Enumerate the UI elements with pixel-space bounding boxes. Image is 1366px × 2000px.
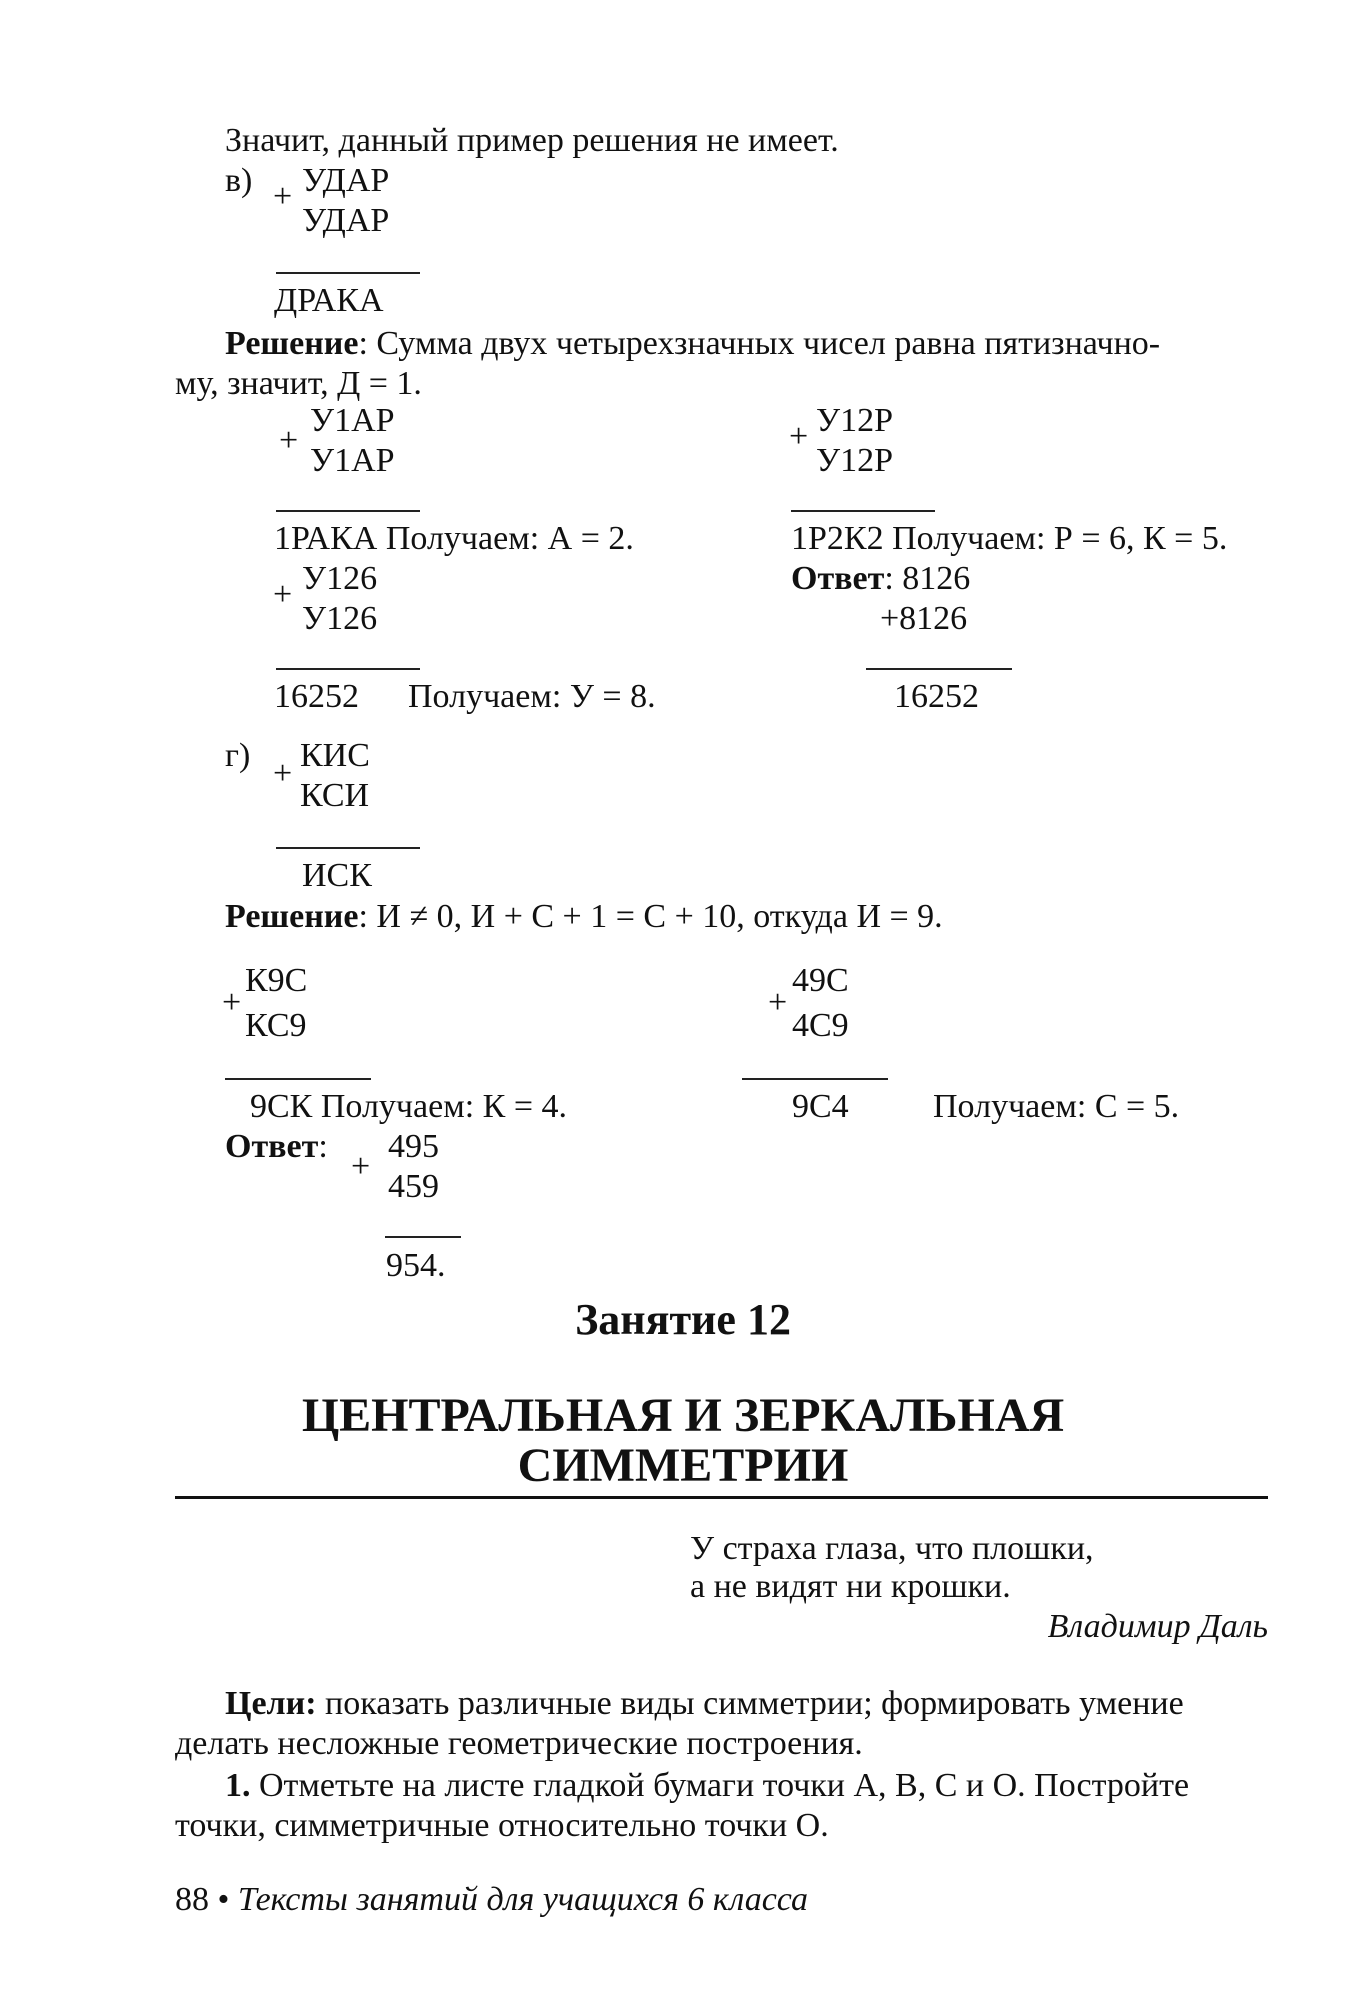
g-sum: ИСК	[302, 857, 372, 894]
plus-sign: +	[273, 755, 293, 792]
g-s1l-sum-line	[250, 1088, 567, 1126]
v-s2l-sum: 16252	[274, 678, 359, 715]
page-footer	[175, 1881, 808, 1919]
lesson-title-line-1: ЦЕНТРАЛЬНАЯ И ЗЕРКАЛЬНАЯ	[301, 1389, 1065, 1442]
epigraph-line-1: У страха глаза, что плошки,	[690, 1530, 1094, 1567]
answer-label: Ответ	[225, 1128, 319, 1165]
answer-label: Ответ	[791, 560, 885, 597]
g-answer-addend-1: 495	[388, 1128, 439, 1165]
running-title: Тексты занятий для учащихся 6 класса	[237, 1881, 809, 1918]
v-s2l-addend-2: У126	[302, 600, 378, 637]
g-answer-sum: 954.	[386, 1247, 446, 1284]
g-s1l-addend-1: К9С	[245, 962, 308, 999]
v-answer-sum: 16252	[894, 678, 979, 715]
g-addend-1: КИС	[300, 737, 370, 774]
result: Получаем: А = 2.	[385, 520, 634, 557]
sum: 1РАКА	[274, 520, 378, 557]
v-s1l-addend-1: У1АР	[310, 402, 395, 439]
g-s1r-result: Получаем: С = 5.	[933, 1088, 1180, 1125]
part-g-label: г)	[225, 737, 251, 774]
epigraph-line-2: а не видят ни крошки.	[690, 1568, 1011, 1605]
solution-label: Решение	[225, 898, 359, 935]
sum-rule	[385, 1236, 461, 1238]
v-solution-line-1	[225, 325, 1160, 363]
answer-colon: :	[884, 560, 894, 597]
v-solution-line-2: му, значит, Д = 1.	[175, 365, 422, 402]
v-addend-1: УДАР	[302, 162, 390, 199]
v-s1r-addend-2: У12Р	[816, 442, 893, 479]
plus-sign: +	[222, 984, 242, 1021]
goals-line-1	[225, 1685, 1184, 1723]
solution-text: : И ≠ 0, И + С + 1 = С + 10, откуда И = 9.	[358, 898, 943, 935]
lesson-title-line-2: СИММЕТРИИ	[517, 1439, 849, 1492]
title-rule	[175, 1496, 1268, 1499]
v-s1l-addend-2: У1АР	[310, 442, 395, 479]
v-answer-addend-2: +8126	[880, 600, 968, 637]
sum-rule	[276, 847, 420, 849]
sum-rule	[276, 668, 420, 670]
goals-label: Цели:	[225, 1685, 317, 1722]
v-addend-2: УДАР	[302, 202, 390, 239]
plus-sign: +	[768, 984, 788, 1021]
answer-addend-1: 8126	[902, 560, 971, 597]
footer-bullet: •	[217, 1881, 230, 1918]
solution-text: : Сумма двух четырехзначных чисел равна пятизначно-	[358, 325, 1161, 362]
v-sum: ДРАКА	[274, 282, 384, 319]
g-answer-addend-2: 459	[388, 1168, 439, 1205]
page-number: 88	[175, 1881, 209, 1918]
v-s1r-addend-1: У12Р	[816, 402, 893, 439]
sum: 9СК	[250, 1088, 313, 1125]
result: Получаем: К = 4.	[320, 1088, 568, 1125]
sum-rule	[791, 510, 935, 512]
g-answer-line	[225, 1128, 328, 1166]
part-v-label: в)	[225, 162, 253, 199]
sum-rule	[742, 1078, 888, 1080]
plus-sign: +	[273, 576, 293, 613]
task-1-line-1	[225, 1767, 1189, 1805]
g-solution-line	[225, 898, 943, 936]
sum-rule	[866, 668, 1012, 670]
lesson-number: Занятие 12	[575, 1295, 791, 1344]
sum-rule	[276, 510, 420, 512]
g-addend-2: КСИ	[300, 777, 370, 814]
intro-line: Значит, данный пример решения не имеет.	[225, 122, 839, 159]
sum: 1Р2К2	[791, 520, 884, 557]
epigraph-author: Владимир Даль	[1047, 1608, 1268, 1645]
sum-rule	[276, 272, 420, 274]
plus-sign: +	[351, 1148, 371, 1185]
g-s1r-addend-2: 4С9	[792, 1007, 849, 1044]
v-s1r-sum-line	[791, 520, 1227, 558]
g-s1l-addend-2: КС9	[245, 1007, 307, 1044]
g-s1r-sum: 9С4	[792, 1088, 849, 1125]
goals-line-2: делать несложные геометрические построения.	[175, 1725, 863, 1762]
answer-colon: :	[318, 1128, 328, 1165]
plus-sign: +	[273, 178, 293, 215]
goals-text: показать различные виды симметрии; формировать умение	[316, 1685, 1184, 1722]
v-s2l-result: Получаем: У = 8.	[408, 678, 656, 715]
result: Получаем: Р = 6, К = 5.	[892, 520, 1228, 557]
g-s1r-addend-1: 49С	[792, 962, 849, 999]
v-s2l-addend-1: У126	[302, 560, 378, 597]
v-s1l-sum-line	[274, 520, 634, 558]
task-1-line-2: точки, симметричные относительно точки О.	[175, 1807, 829, 1844]
plus-sign: +	[789, 418, 809, 455]
plus-sign: +	[279, 422, 299, 459]
task-1-text: Отметьте на листе гладкой бумаги точки А, В, С и О. Постройте	[250, 1767, 1190, 1804]
sum-rule	[225, 1078, 371, 1080]
solution-label: Решение	[225, 325, 359, 362]
task-1-number: 1.	[225, 1767, 251, 1804]
v-answer-line	[791, 560, 970, 598]
